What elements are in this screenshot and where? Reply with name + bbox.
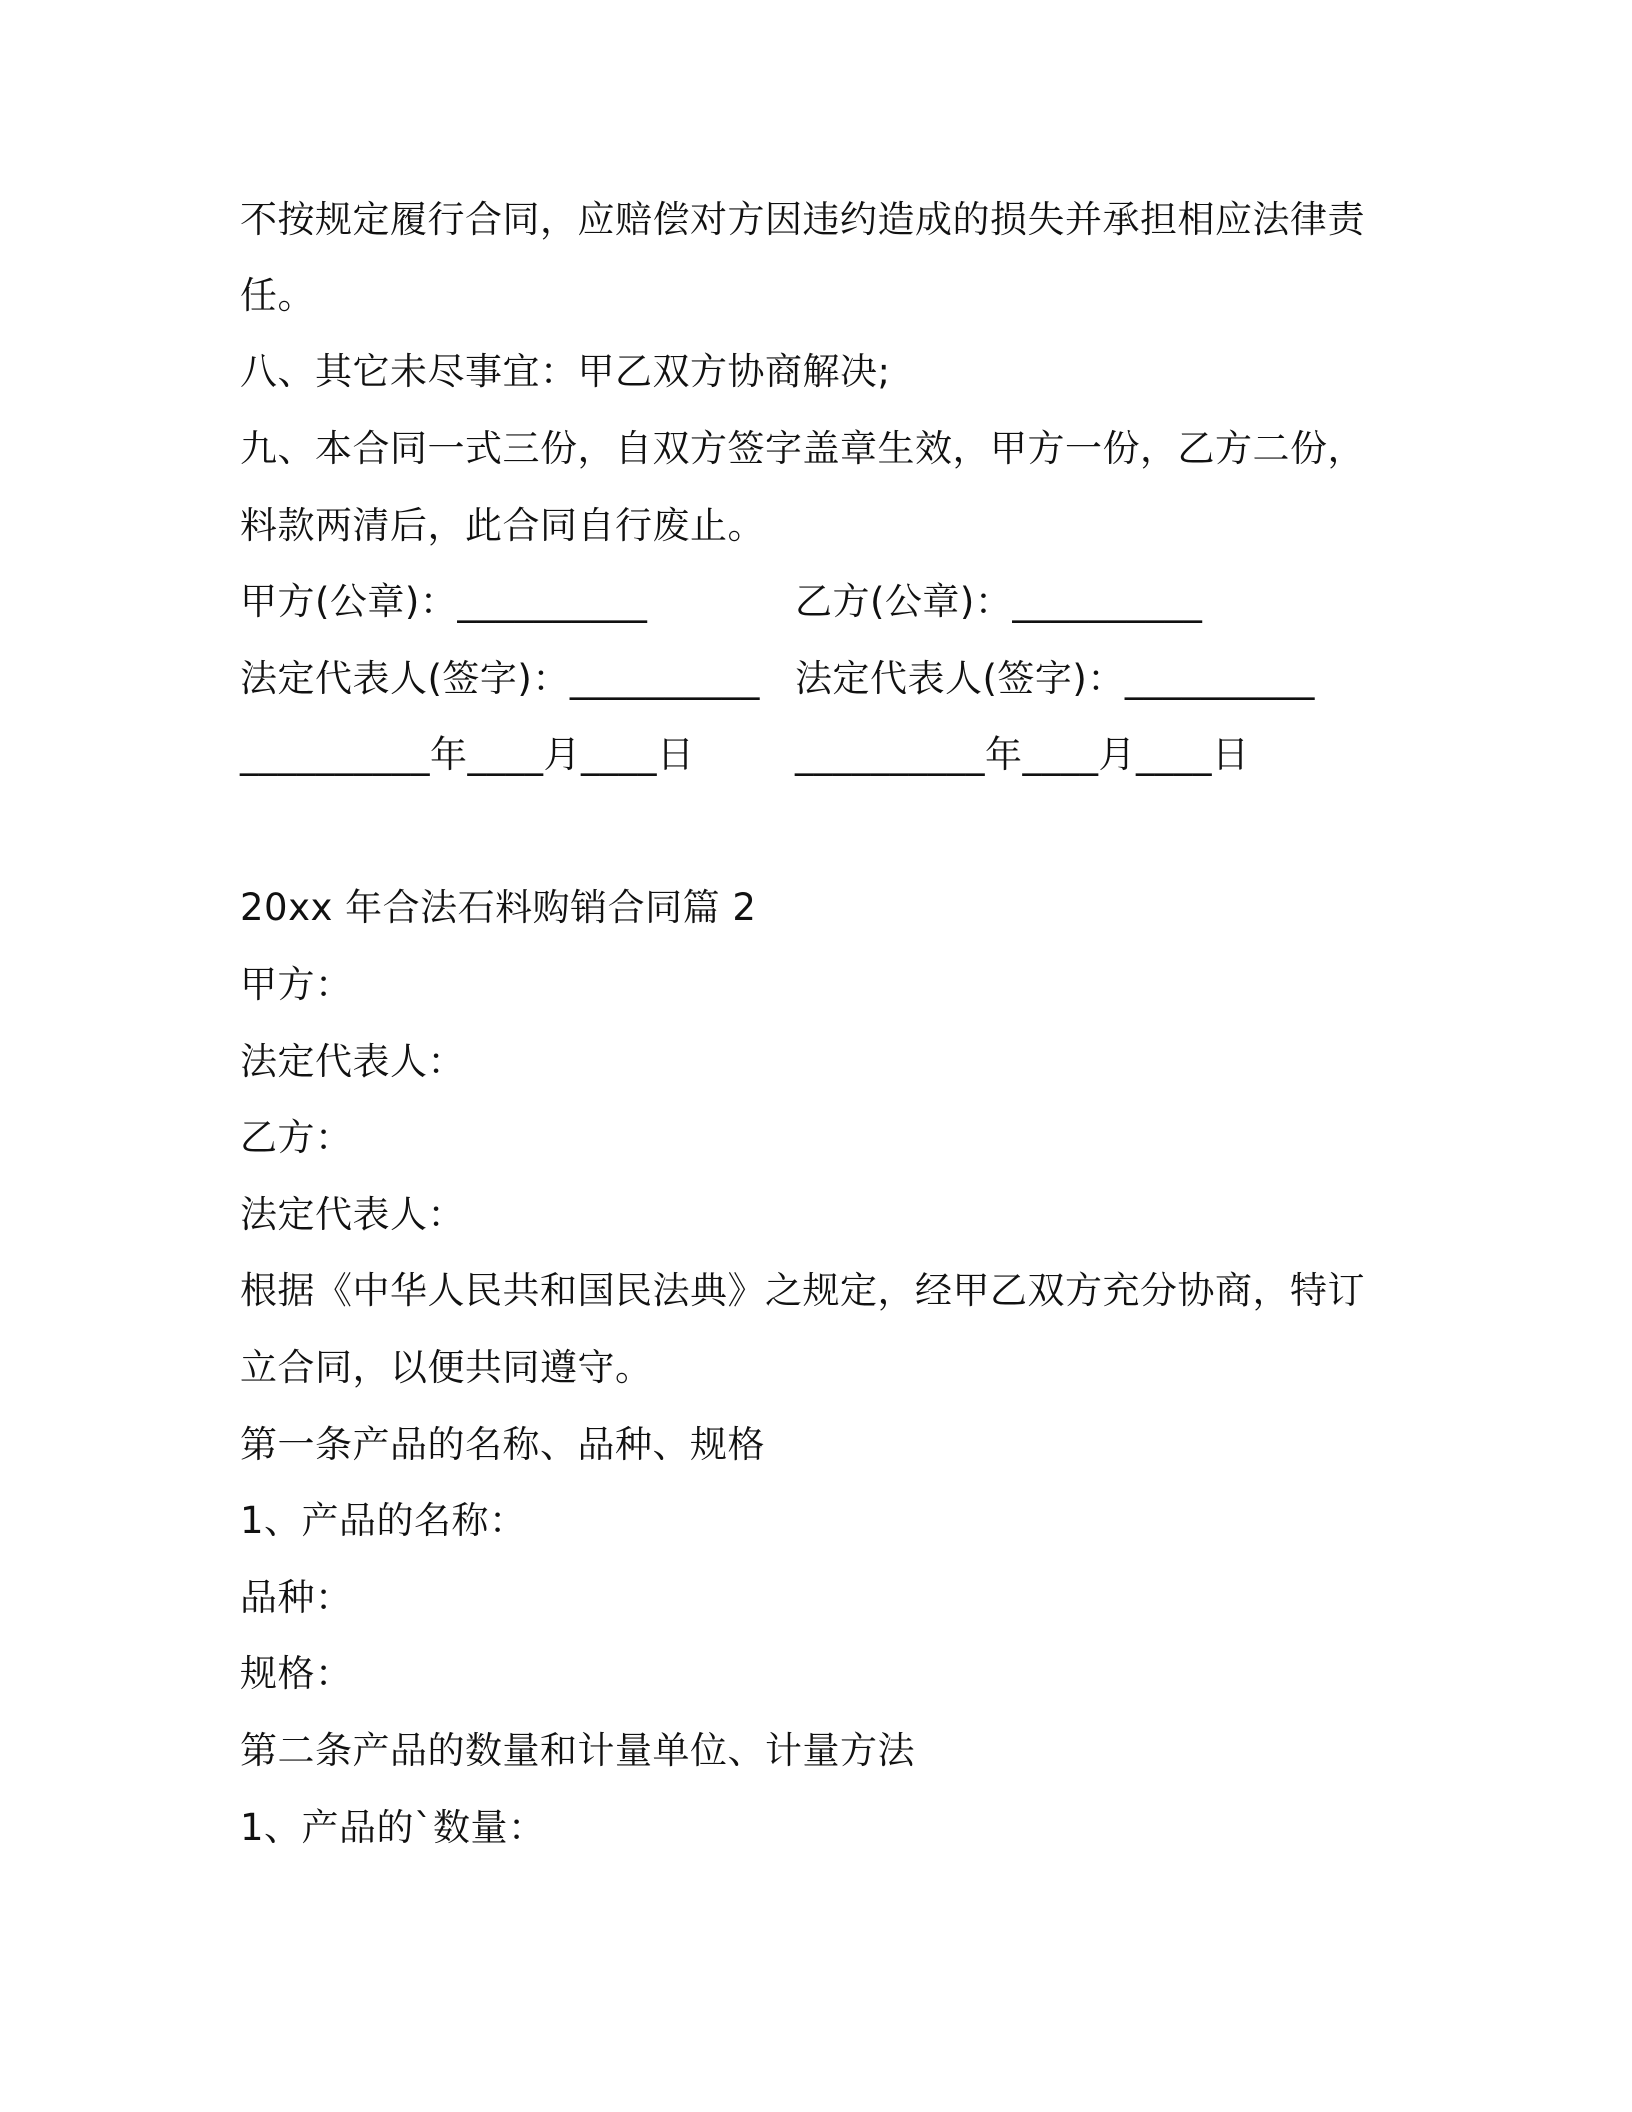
party-a-legal-rep-label: 法定代表人： — [240, 1040, 465, 1083]
preamble-line: 根据《中华人民共和国民法典》之规定，经甲乙双方充分协商，特订 — [240, 1269, 1365, 1312]
party-b-label: 乙方： — [240, 1116, 353, 1159]
party-b-seal-field: 乙方(公章)：__________ — [795, 580, 1203, 623]
section-title: 20xx 年合法石料购销合同篇 2 — [240, 886, 757, 929]
party-b-legal-rep-label: 法定代表人： — [240, 1193, 465, 1236]
article-1-variety: 品种： — [240, 1576, 353, 1619]
party-a-label: 甲方： — [240, 963, 353, 1006]
article-1-title: 第一条产品的名称、品种、规格 — [240, 1423, 765, 1466]
party-a-date-field: __________年____月____日 — [240, 733, 695, 776]
clause-9-line: 料款两清后，此合同自行废止。 — [240, 504, 765, 547]
party-a-seal-field: 甲方(公章)：__________ — [240, 580, 648, 623]
clause-9-line: 九、本合同一式三份，自双方签字盖章生效，甲方一份，乙方二份， — [240, 427, 1365, 470]
article-2-title: 第二条产品的数量和计量单位、计量方法 — [240, 1729, 915, 1772]
paragraph-line: 不按规定履行合同，应赔偿对方因违约造成的损失并承担相应法律责 — [240, 198, 1365, 241]
article-1-item: 1、产品的名称： — [240, 1499, 527, 1542]
clause-8: 八、其它未尽事宜：甲乙双方协商解决; — [240, 350, 891, 393]
party-b-date-field: __________年____月____日 — [795, 733, 1250, 776]
article-1-spec: 规格： — [240, 1652, 353, 1695]
party-a-rep-field: 法定代表人(签字)：__________ — [240, 657, 760, 700]
party-b-rep-field: 法定代表人(签字)：__________ — [795, 657, 1315, 700]
preamble-line: 立合同，以便共同遵守。 — [240, 1346, 653, 1389]
paragraph-line: 任。 — [240, 274, 315, 317]
article-2-item: 1、产品的`数量： — [240, 1806, 546, 1849]
